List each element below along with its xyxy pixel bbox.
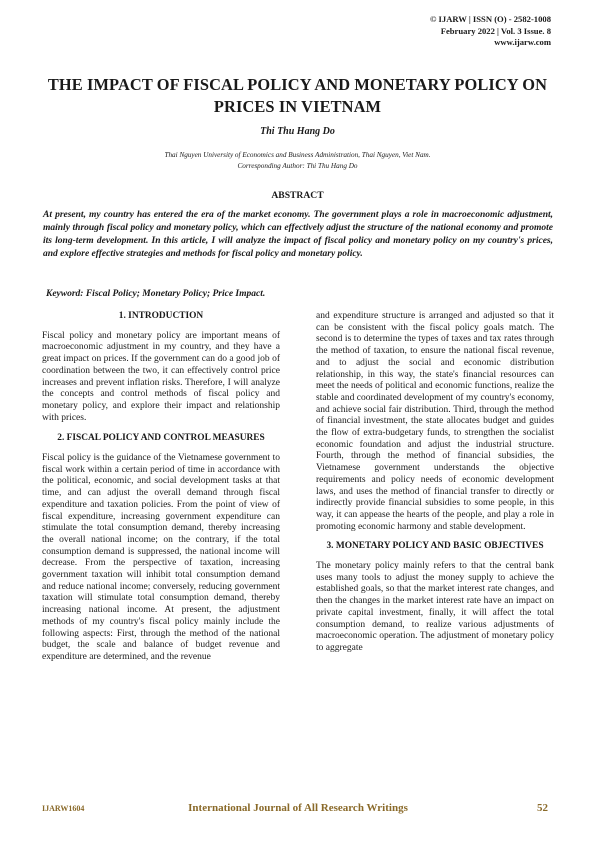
- header-issn: © IJARW | ISSN (O) - 2582-1008: [429, 14, 551, 24]
- footer-journal-name: International Journal of All Research Writings: [188, 802, 408, 814]
- header-issue: February 2022 | Vol. 3 Issue. 8: [440, 25, 551, 36]
- affiliation-institution: Thai Nguyen University of Economics and Business Administration, Thai Nguyen, Viet Nam.: [164, 151, 431, 159]
- header-website: www.ijarw.com: [494, 37, 551, 47]
- author-name: Thi Thu Hang Do: [260, 126, 335, 137]
- title-line-2: PRICES IN VIETNAM: [213, 97, 382, 116]
- author-affiliation: [0, 150, 595, 172]
- section-heading-monetary-policy: 3. MONETARY POLICY AND BASIC OBJECTIVES: [326, 541, 544, 552]
- monetary-policy-paragraph: The monetary policy mainly refers to that the central bank uses many tools to adjust the money supply to achieve the established goals, so that the market interest rate changes, and then the changes in the market interest rate have an impact on private capital investment, finally, it will affect the total consumption demand, to realize various adjustments of macroeconomic operation. The adjustment of monetary policy to aggregate: [316, 561, 554, 653]
- abstract-heading: ABSTRACT: [271, 190, 324, 201]
- section-heading-fiscal-policy: 2. FISCAL POLICY AND CONTROL MEASURES: [57, 433, 265, 444]
- footer-page-number: 52: [537, 802, 548, 814]
- journal-header-meta: [430, 14, 551, 49]
- right-column: [316, 311, 554, 655]
- section-heading-introduction: 1. INTRODUCTION: [118, 311, 204, 321]
- paper-title: [40, 74, 555, 118]
- footer-paper-code: IJARW1604: [42, 804, 85, 813]
- fiscal-policy-continued-paragraph: and expenditure structure is arranged and adjusted so that it can be consistent with the fiscal policy goals match. The second is to determine the types of taxes and tax rates through the method of taxation, to ensure the national fiscal revenue, and to adjust the social and economic distribution relationship, in this way, the state's financial resources can meet the needs of political and economic functions, realize the stable and coordinated development of my country's economy, and achieve social fair distribution. Third, through the method of financial investment, the state allocates budget and guides the flow of extra-budgetary funds, to strengthen the socialist economic foundation and adjust the industrial structure. Fourth, through the method of financial subsidies, the Vietnamese government understands the objective requirements and policy needs of economic development laws, and uses the method of financial transfer to directly or indirectly provide financial subsidies to some people, in this way, it can appease the hearts of the people, and play a role in promoting economic harmony and stable development.: [316, 311, 554, 532]
- fiscal-policy-paragraph: Fiscal policy is the guidance of the Vietnamese government to fiscal work within a certain period of time in accordance with the political, economic, and social development tasks at that time, and can adjust the overall demand through fiscal expenditure and taxation policies. From the point of view of fiscal expenditure, increasing government expenditure can stimulate the total consumption demand, thereby increasing the overall national income; on the contrary, if the total consumption demand is suppressed, the national income will decrease. From the perspective of taxation, increasing government taxation will inhibit total consumption demand and reduce national income; conversely, reducing government taxation will stimulate total consumption demand, thereby increasing national income. At present, the adjustment methods of my country's fiscal policy mainly include the following aspects: First, through the method of the national budget, the scale and balance of budget revenue and expenditure are determined, and the revenue: [42, 453, 280, 662]
- introduction-paragraph: Fiscal policy and monetary policy are important means of macroeconomic adjustment in my country, and they have a great impact on prices. If the government can do a good job of coordination between the two, it can effectively control price increases and prevent inflation risks. Therefore, I will analyze the concepts and control methods of fiscal policy and monetary policy, and explore their impact and relationship with prices.: [42, 330, 280, 423]
- corresponding-author: Corresponding Author: Thi Thu Hang Do: [237, 162, 358, 170]
- left-column: [42, 311, 280, 664]
- title-line-1: THE IMPACT OF FISCAL POLICY AND MONETARY POLICY ON: [47, 75, 548, 94]
- abstract-text: At present, my country has entered the era of the market economy. The government plays a role in macroeconomic adjustment, mainly through fiscal policy and monetary policy, which can effectively adjust the structure of the national economy and promote its long-term development. In this article, I will analyze the impact of fiscal policy and monetary policy on my country's prices, and explore effective strategies and methods for fiscal policy and monetary policy.: [43, 210, 553, 259]
- keywords: Keyword: Fiscal Policy; Monetary Policy; Price Impact.: [46, 289, 266, 299]
